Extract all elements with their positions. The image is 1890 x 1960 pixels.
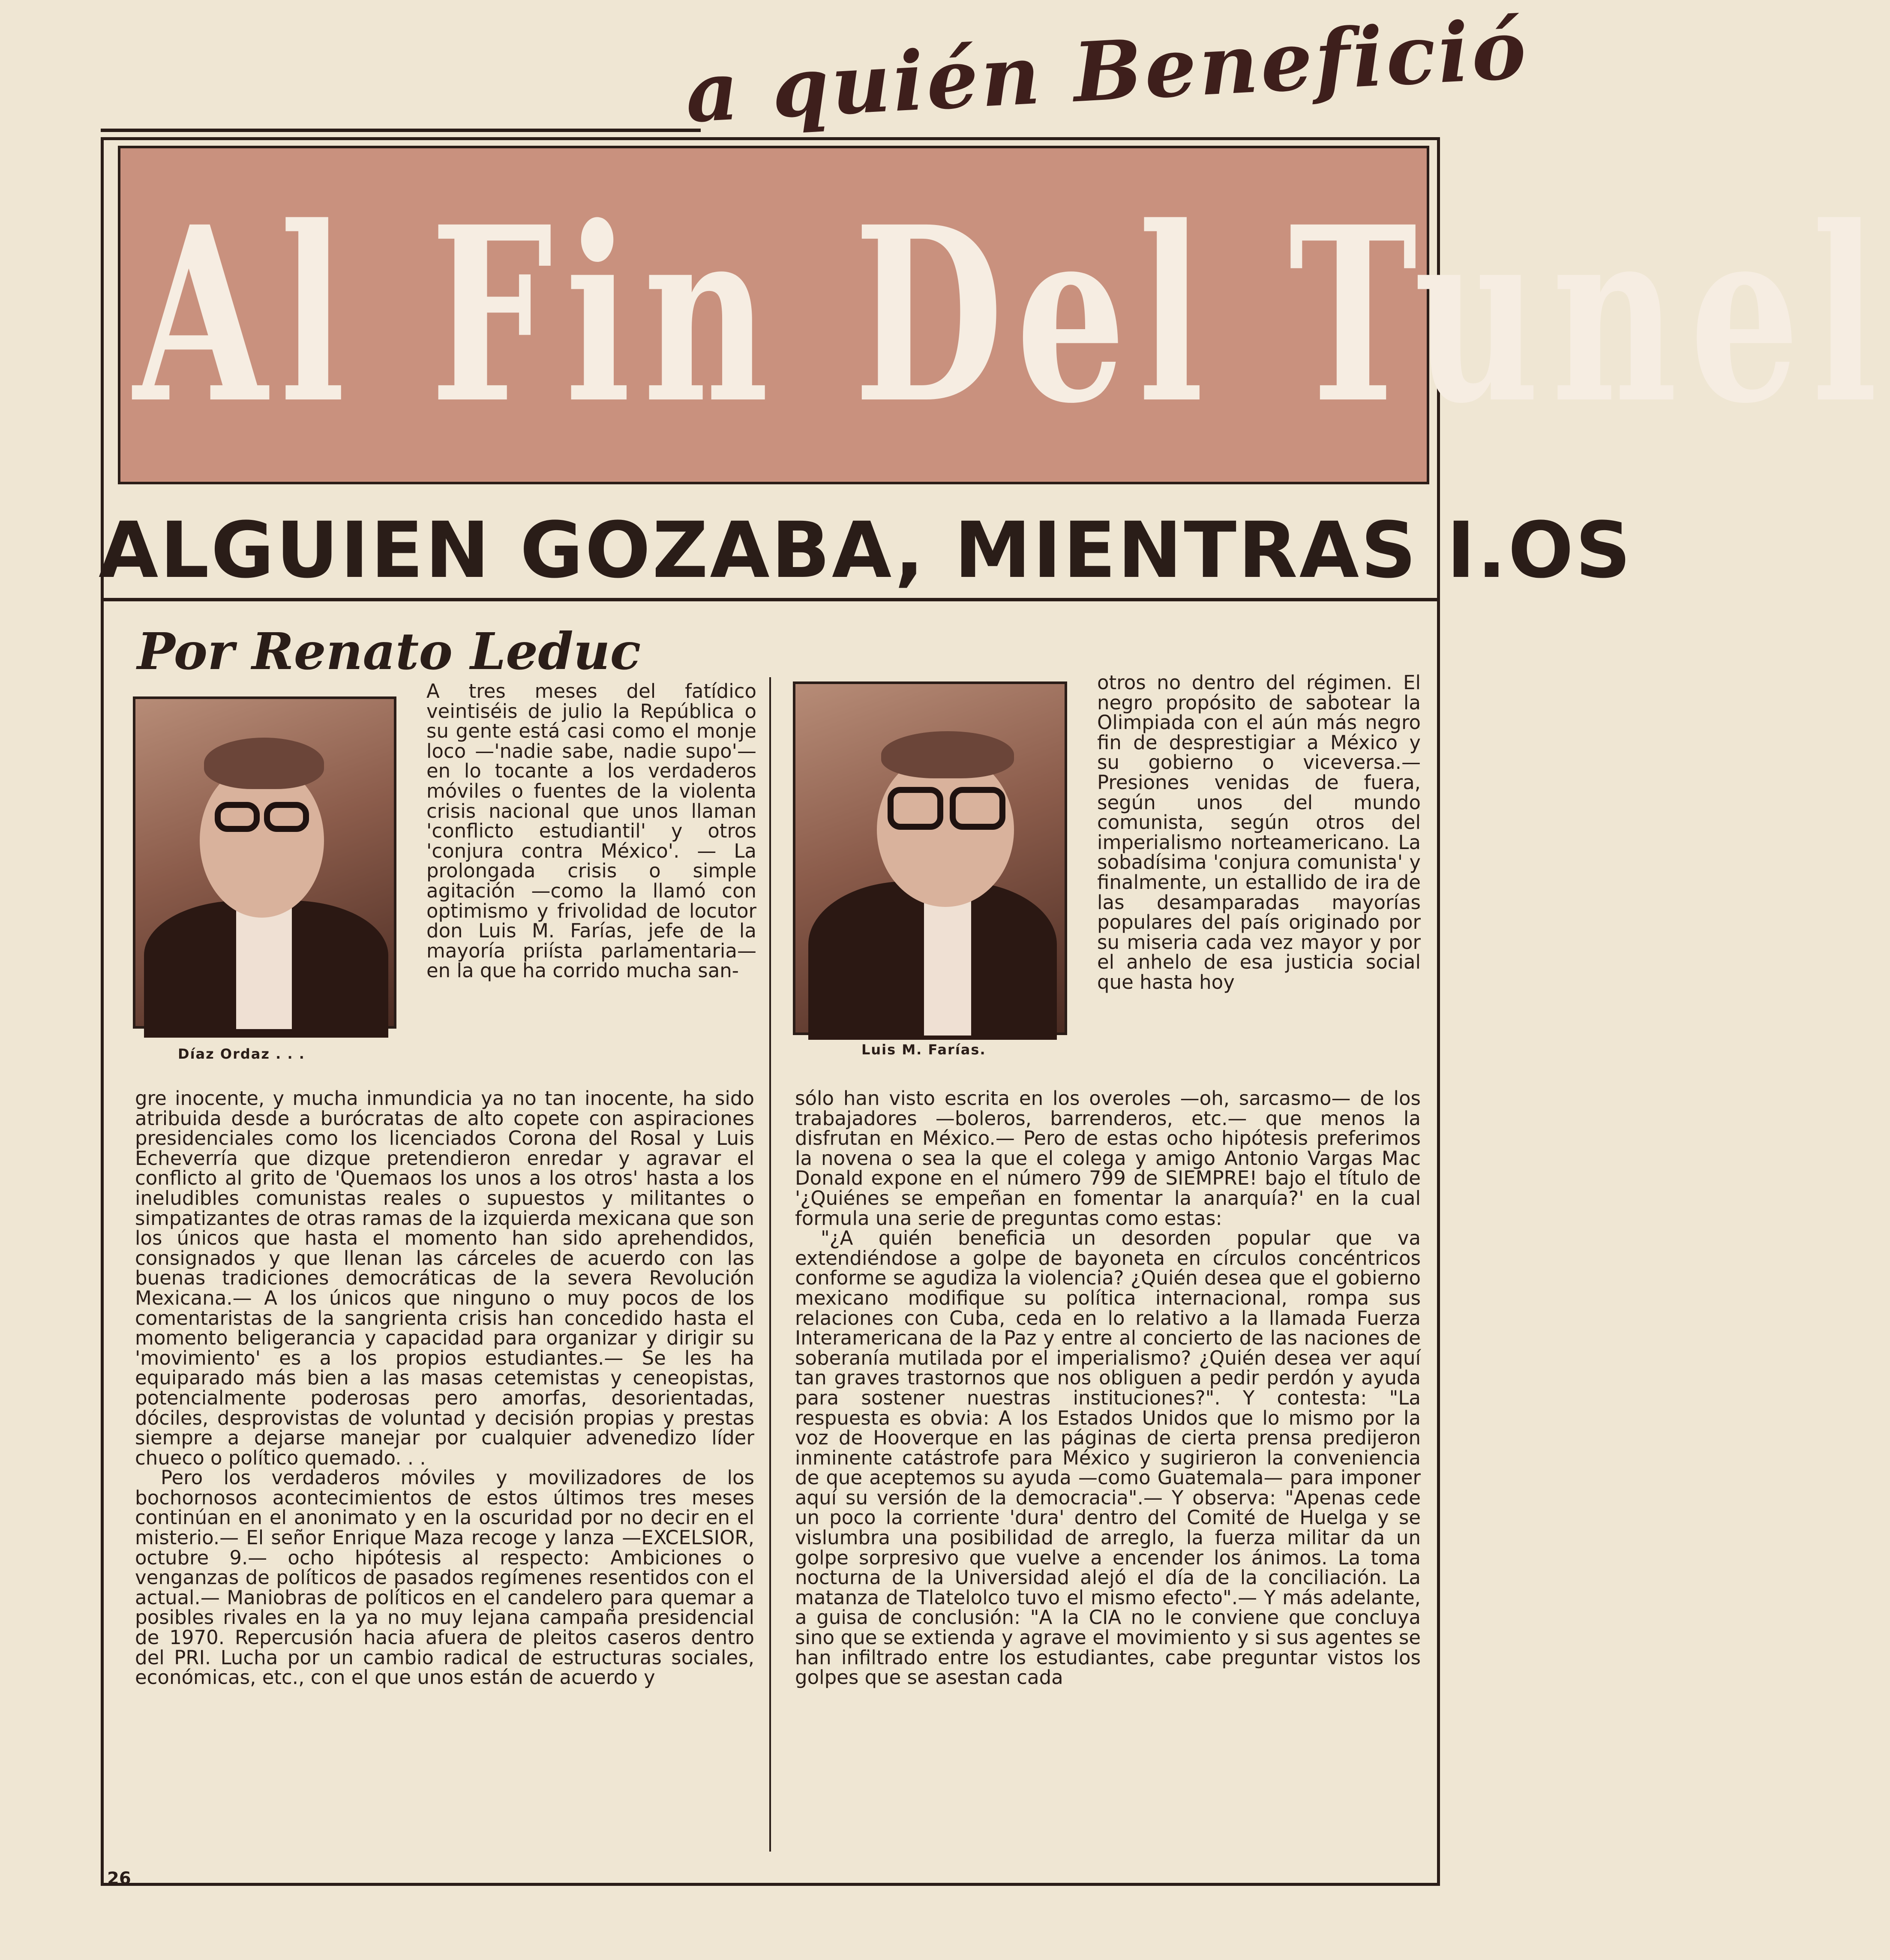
hair-shape [881,731,1014,778]
hair-shape [204,738,324,789]
kicker-headline: a quién Benefició [683,1,1531,141]
portrait-photo-luis-farias [793,681,1067,1035]
article-paragraph: gre inocente, y mucha inmundicia ya no tan inocente, ha sido atribuida desde a burócratas de alto copete con aspiraciones presidenciales como los licenciados Corona del Rosal y Luis Echeverría que dizque pretendieron enredar y agravar el conflicto al grito de 'Quemaos los unos a los otros' hasta a los ineludibles comunistas reales o supuestos y militantes o simpatizantes de otras ramas de la izquierda mexicana que son los únicos que hasta el momento han sido aprehendidos, consignados y que llenan las cárceles de acuerdo con las buenas tradiciones democráticas de la severa Revolución Mexicana.— A los únicos que ninguno o muy pocos de los comentaristas de la sangrienta crisis han concedido hasta el momento beligerancia y capacidad para organizar y dirigir su 'movimiento' es a los propios estudiantes.— Se les ha equiparado más bien a las masas cetemistas y ceneopistas, potencialmente poderosas pero amorfas, desorientadas, dóciles, desprovistas de voluntad y decisión propias y prestas siempre a dejarse manejar por cualquier advenedizo líder chueco o político quemado. . . [135,1087,754,1469]
shirt-shape [236,900,292,1029]
subhead-rule [101,598,1440,601]
glasses-left [888,787,943,830]
article-body-col2-top: otros no dentro del régimen. El negro propósito de sabotear la Olimpiada con el aún más negro fin de desprestigiar a México y su gobierno o viceversa.— Presiones venidas de fuera, según unos del mundo comunista, según otros del imperialismo norteamericano. La sobadísima 'conjura comunista' y finalmente, un estallido de ira de las desamparadas mayorías populares del país originado por su miseria cada vez mayor y por el anhelo de esa justicia social que hasta hoy [1097,671,1421,994]
article-title: Al Fin Del Tunel [133,174,1890,456]
article-subhead: ALGUIEN GOZABA, MIENTRAS I.OS [99,506,1633,595]
kicker-rule [101,129,701,132]
byline: Por Renato Leduc [137,621,641,681]
article-paragraph: Pero los verdaderos móviles y movilizadores de los bochornosos acontecimientos de estos últimos tres meses continúan en el anonimato y en la oscuridad por no decir en el misterio.— El señor Enrique Maza recoge y lanza —EXCELSIOR, octubre 9.— ocho hipótesis al respecto: Ambiciones o venganzas de políticos de pasados regímenes resentidos con el actual.— Maniobras de políticos en el candelero para quemar a posibles rivales en la ya no muy lejana campaña presidencial de 1970. Repercusión hacia afuera de pleitos caseros dentro del PRI. Lucha por un cambio radical de estructuras sociales, económicas, etc., con el que unos están de acuerdo y [135,1466,754,1689]
photo-caption: Luis M. Farías. [861,1042,986,1058]
article-body-col2-bottom [795,1089,1421,1856]
title-banner [118,146,1890,484]
glasses-right [950,787,1005,830]
column-divider [769,677,771,1852]
portrait-photo-diaz-ordaz [133,696,396,1029]
glasses-left [215,802,260,832]
article-paragraph: sólo han visto escrita en los overoles —oh, sarcasmo— de los trabajadores —boleros, barrenderos, etc.— que menos la disfrutan en México.— Pero de estas ocho hipótesis preferimos la novena o sea la que el colega y amigo Antonio Vargas Mac Donald expone en el número 799 de SIEMPRE! bajo el título de '¿Quiénes se empeñan en fomentar la anarquía?' en la cual formula una serie de preguntas como estas: [795,1087,1421,1230]
shirt-shape [924,890,971,1036]
photo-caption: Díaz Ordaz . . . [178,1046,305,1062]
article-body-col1-bottom [135,1089,754,1856]
page-number: 26 [107,1869,131,1888]
article-paragraph: "¿A quién beneficia un desorden popular que va extendiéndose a golpe de bayoneta en círculos concéntricos conforme se agudiza la violencia? ¿Quién desea que el gobierno mexicano modifique su política internacional, rompa sus relaciones con Cuba, ceda en lo relativo a la llamada Fuerza Interamericana de la Paz y entre al concierto de las naciones de soberanía mutilada por el imperialismo? ¿Quién desea ver aquí tan graves trastornos que nos obliguen a pedir perdón y ayuda para sostener nuestras instituciones?". Y contesta: "La respuesta es obvia: A los Estados Unidos que lo mismo por la voz de Hooverque en las páginas de cierta prensa predijeron inminente catástrofe para México y sugirieron la conveniencia de que aceptemos su ayuda —como Guatemala— para imponer aquí su versión de la democracia".— Y observa: "Apenas cede un poco la corriente 'dura' dentro del Comité de Huelga y se vislumbra una posibilidad de arreglo, la fuerza militar da un golpe sorpresivo que vuelve a encender los ánimos. La toma nocturna de la Universidad alejó el día de la conciliación. La matanza de Tlatelolco tuvo el mismo efecto".— Y más adelante, a guisa de conclusión: "A la CIA no le conviene que concluya sino que se extienda y agrave el movimiento y si sus agentes se han infiltrado entre los estudiantes, cabe preguntar vistos los golpes que se asestan cada [795,1227,1421,1689]
article-body-col1-top: A tres meses del fatídico veintiséis de julio la República o su gente está casi como el monje loco —'nadie sabe, nadie supo'— en lo tocante a los verdaderos móviles o fuentes de la violenta crisis nacional que unos llaman 'conflicto estudiantil' y otros 'conjura contra México'. — La prolongada crisis o simple agitación —como la llamó con optimismo y frivolidad de locutor don Luis M. Farías, jefe de la mayoría priísta parlamentaria— en la que ha corrido mucha san- [426,680,756,982]
glasses-right [264,802,309,832]
